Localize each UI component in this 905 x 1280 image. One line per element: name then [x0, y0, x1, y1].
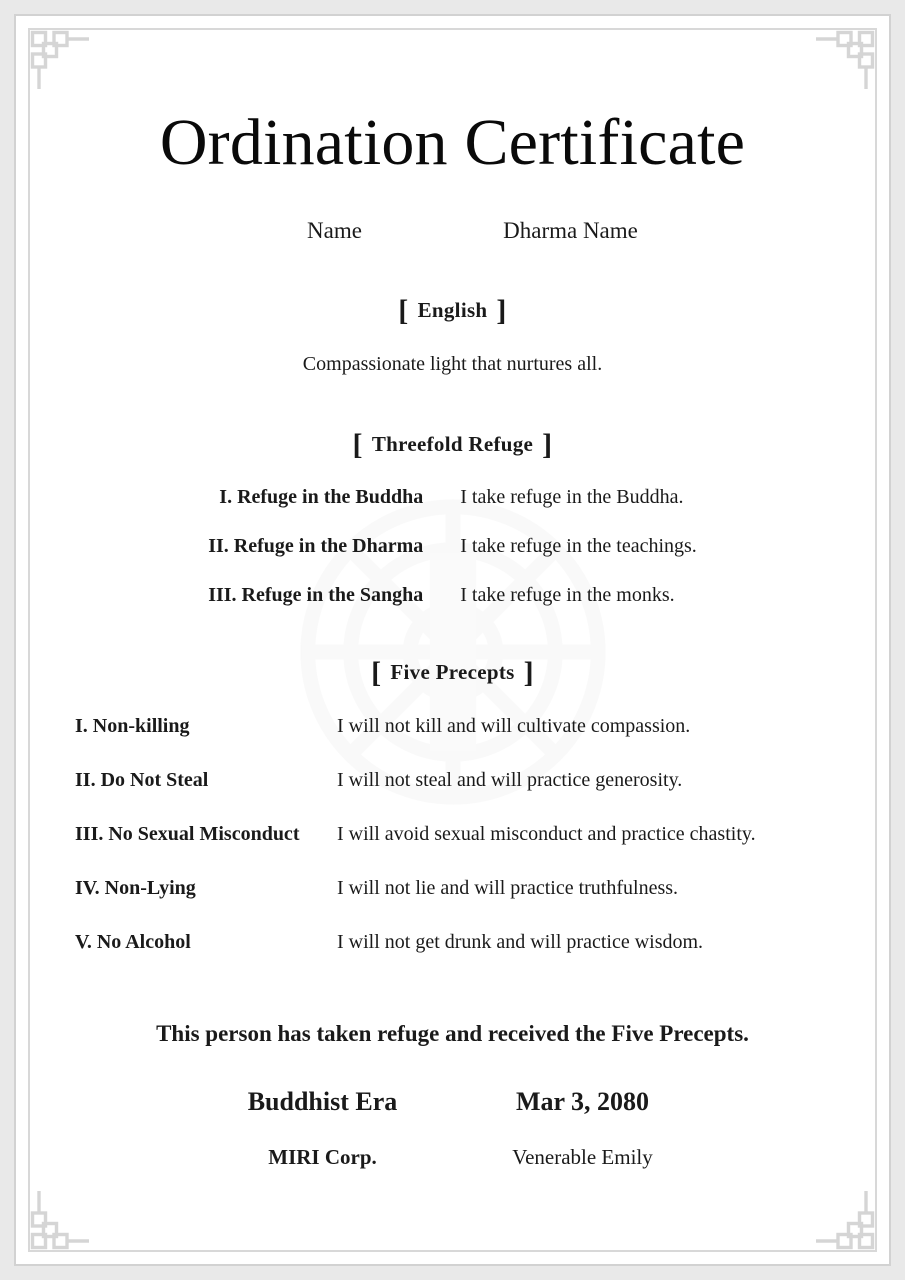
precepts-section-heading-label: Five Precepts [390, 660, 515, 684]
refuge-label: II. Refuge in the Dharma [208, 535, 424, 557]
bracket-right-icon: ] [523, 656, 534, 689]
name-label: Name [307, 218, 362, 243]
refuge-label: III. Refuge in the Sangha [208, 584, 424, 606]
table-row [75, 861, 830, 915]
refuge-section-heading [75, 428, 830, 461]
precept-vow: I will not lie and will practice truthfulness. [337, 876, 679, 899]
precept-vow: I will not kill and will cultivate compassion. [337, 714, 691, 737]
dharma-name-label: Dharma Name [503, 218, 638, 243]
precept-label: I. Non-killing [75, 714, 190, 737]
precepts-table [75, 699, 830, 969]
bracket-right-icon: ] [496, 294, 507, 327]
name-header-row [75, 218, 830, 252]
precept-vow: I will avoid sexual misconduct and practice chastity. [337, 822, 756, 845]
table-row [75, 807, 830, 861]
bracket-left-icon: [ [352, 428, 363, 461]
table-row [208, 571, 697, 620]
table-row [208, 473, 697, 522]
precept-label: III. No Sexual Misconduct [75, 822, 300, 845]
bracket-left-icon: [ [398, 294, 409, 327]
precepts-section-heading [75, 656, 830, 689]
precept-label: IV. Non-Lying [75, 876, 196, 899]
era-label: Buddhist Era [247, 1087, 398, 1116]
precept-label: II. Do Not Steal [75, 768, 209, 791]
attestation-statement: This person has taken refuge and received the Five Precepts. [156, 1021, 749, 1046]
table-row [75, 915, 830, 969]
preceptor-name: Venerable Emily [512, 1145, 653, 1169]
bracket-right-icon: ] [542, 428, 553, 461]
precept-label: V. No Alcohol [75, 930, 191, 953]
refuge-vow: I take refuge in the teachings. [460, 535, 697, 557]
signature-row [75, 1087, 830, 1131]
organization-name: MIRI Corp. [268, 1145, 377, 1169]
table-row [75, 753, 830, 807]
refuge-vow: I take refuge in the Buddha. [460, 486, 684, 508]
issue-date: Mar 3, 2080 [515, 1087, 650, 1116]
language-section-heading [75, 294, 830, 327]
table-row [208, 522, 697, 571]
refuge-label: I. Refuge in the Buddha [219, 486, 424, 508]
refuge-section-heading-label: Threefold Refuge [371, 432, 534, 456]
certificate-content [28, 28, 877, 1252]
precept-vow: I will not get drunk and will practice wisdom. [337, 930, 704, 953]
organization-row [75, 1145, 830, 1183]
refuge-table [208, 473, 697, 620]
precept-vow: I will not steal and will practice generosity. [337, 768, 683, 791]
refuge-vow: I take refuge in the monks. [460, 584, 675, 606]
language-section-heading-label: English [417, 298, 488, 322]
tagline: Compassionate light that nurtures all. [302, 353, 603, 375]
page-title: Ordination Certificate [159, 106, 746, 179]
table-row [75, 699, 830, 753]
bracket-left-icon: [ [371, 656, 382, 689]
